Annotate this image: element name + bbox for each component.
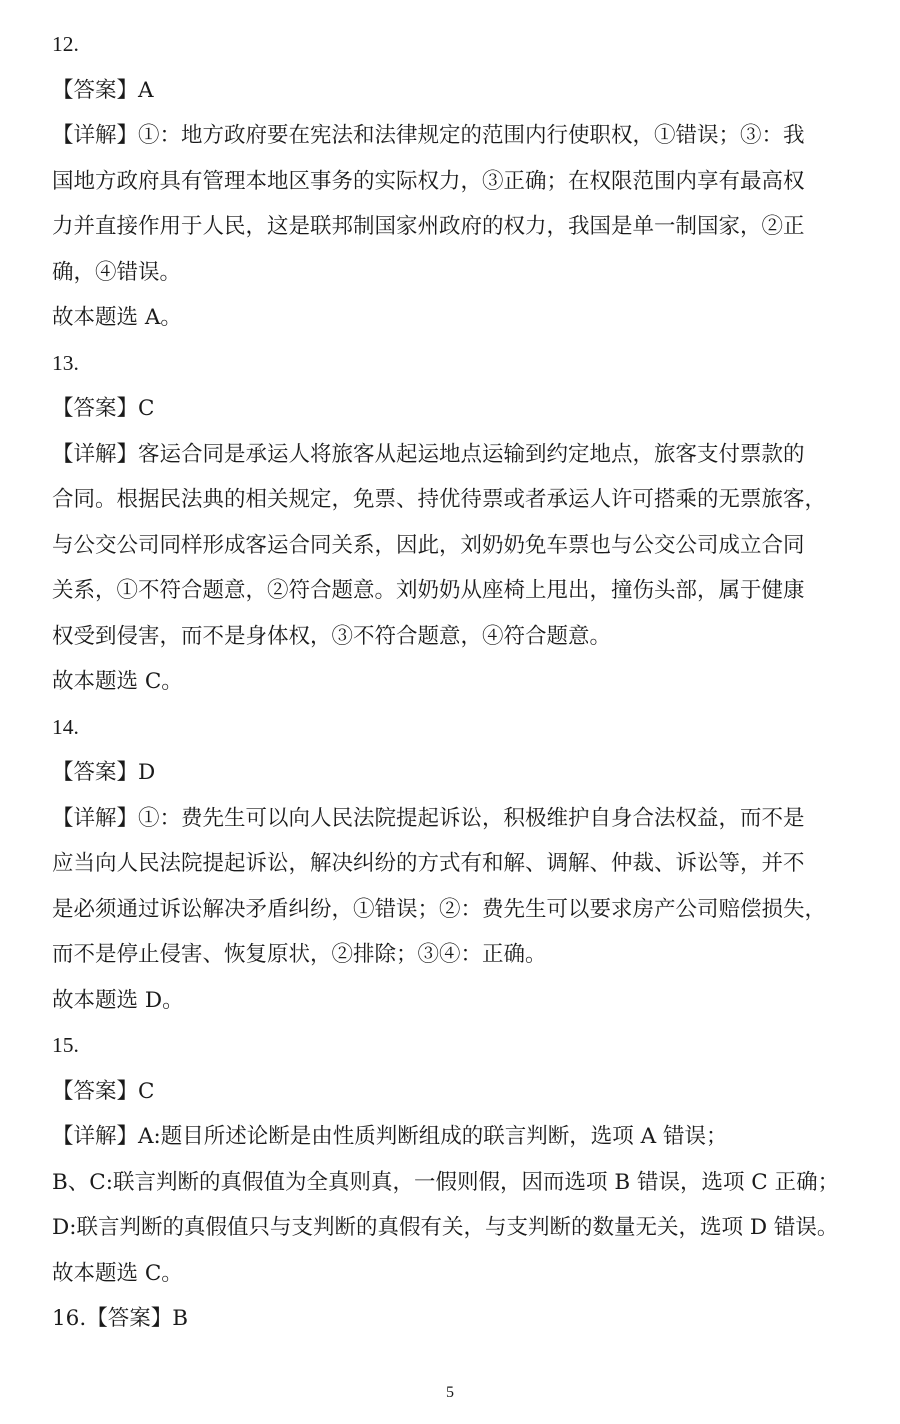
explanation-12-line-3: 力并直接作用于人民，这是联邦制国家州政府的权力，我国是单一制国家，②正 xyxy=(52,214,805,239)
answer-14: 【答案】D xyxy=(52,760,156,785)
question-number-12: 12. xyxy=(52,32,79,56)
page-number: 5 xyxy=(446,1384,454,1401)
document-page xyxy=(52,22,864,1342)
explanation-15-line-3: D:联言判断的真假值只与支判断的真假有关，与支判断的数量无关，选项 D 错误。 xyxy=(52,1215,839,1240)
conclusion-12: 故本题选 A。 xyxy=(52,305,182,330)
explanation-15-line-2: B、C:联言判断的真假值为全真则真，一假则假，因而选项 B 错误，选项 C 正确； xyxy=(52,1169,840,1195)
explanation-14-line-3: 是必须通过诉讼解决矛盾纠纷，①错误；②：费先生可以要求房产公司赔偿损失， xyxy=(52,896,827,922)
explanation-13-line-1: 【详解】客运合同是承运人将旅客从起运地点运输到约定地点，旅客支付票款的 xyxy=(52,441,805,467)
answer-16: 16.【答案】B xyxy=(52,1306,188,1331)
question-number-13: 13. xyxy=(52,350,79,375)
answer-12: 【答案】A xyxy=(52,77,154,103)
explanation-13-line-3: 与公交公司同样形成客运合同关系，因此，刘奶奶免车票也与公交公司成立合同 xyxy=(52,532,805,558)
explanation-12-line-2: 国地方政府具有管理本地区事务的实际权力，③正确；在权限范围内享有最高权 xyxy=(52,168,805,194)
conclusion-15: 故本题选 C。 xyxy=(52,1260,183,1286)
explanation-12-line-4: 确，④错误。 xyxy=(52,259,182,285)
explanation-15-line-1: 【详解】A:题目所述论断是由性质判断组成的联言判断，选项 A 错误； xyxy=(52,1124,728,1149)
explanation-13-line-5: 权受到侵害，而不是身体权，③不符合题意，④符合题意。 xyxy=(52,623,612,649)
question-number-14: 14. xyxy=(52,714,79,739)
question-number-15: 15. xyxy=(52,1033,79,1057)
answer-13: 【答案】C xyxy=(52,396,155,421)
explanation-14-line-1: 【详解】①：费先生可以向人民法院提起诉讼，积极维护自身合法权益，而不是 xyxy=(52,805,805,831)
explanation-12-line-1: 【详解】①：地方政府要在宪法和法律规定的范围内行使职权，①错误；③：我 xyxy=(52,123,805,148)
explanation-13-line-4: 关系，①不符合题意，②符合题意。刘奶奶从座椅上甩出，撞伤头部，属于健康 xyxy=(52,578,805,603)
explanation-13-line-2: 合同。根据民法典的相关规定，免票、持优待票或者承运人许可搭乘的无票旅客， xyxy=(52,487,827,512)
explanation-14-line-4: 而不是停止侵害、恢复原状，②排除；③④：正确。 xyxy=(52,942,547,967)
conclusion-13: 故本题选 C。 xyxy=(52,669,183,694)
explanation-14-line-2: 应当向人民法院提起诉讼，解决纠纷的方式有和解、调解、仲裁、诉讼等，并不 xyxy=(52,851,805,876)
conclusion-14: 故本题选 D。 xyxy=(52,987,184,1013)
answer-15: 【答案】C xyxy=(52,1078,155,1104)
